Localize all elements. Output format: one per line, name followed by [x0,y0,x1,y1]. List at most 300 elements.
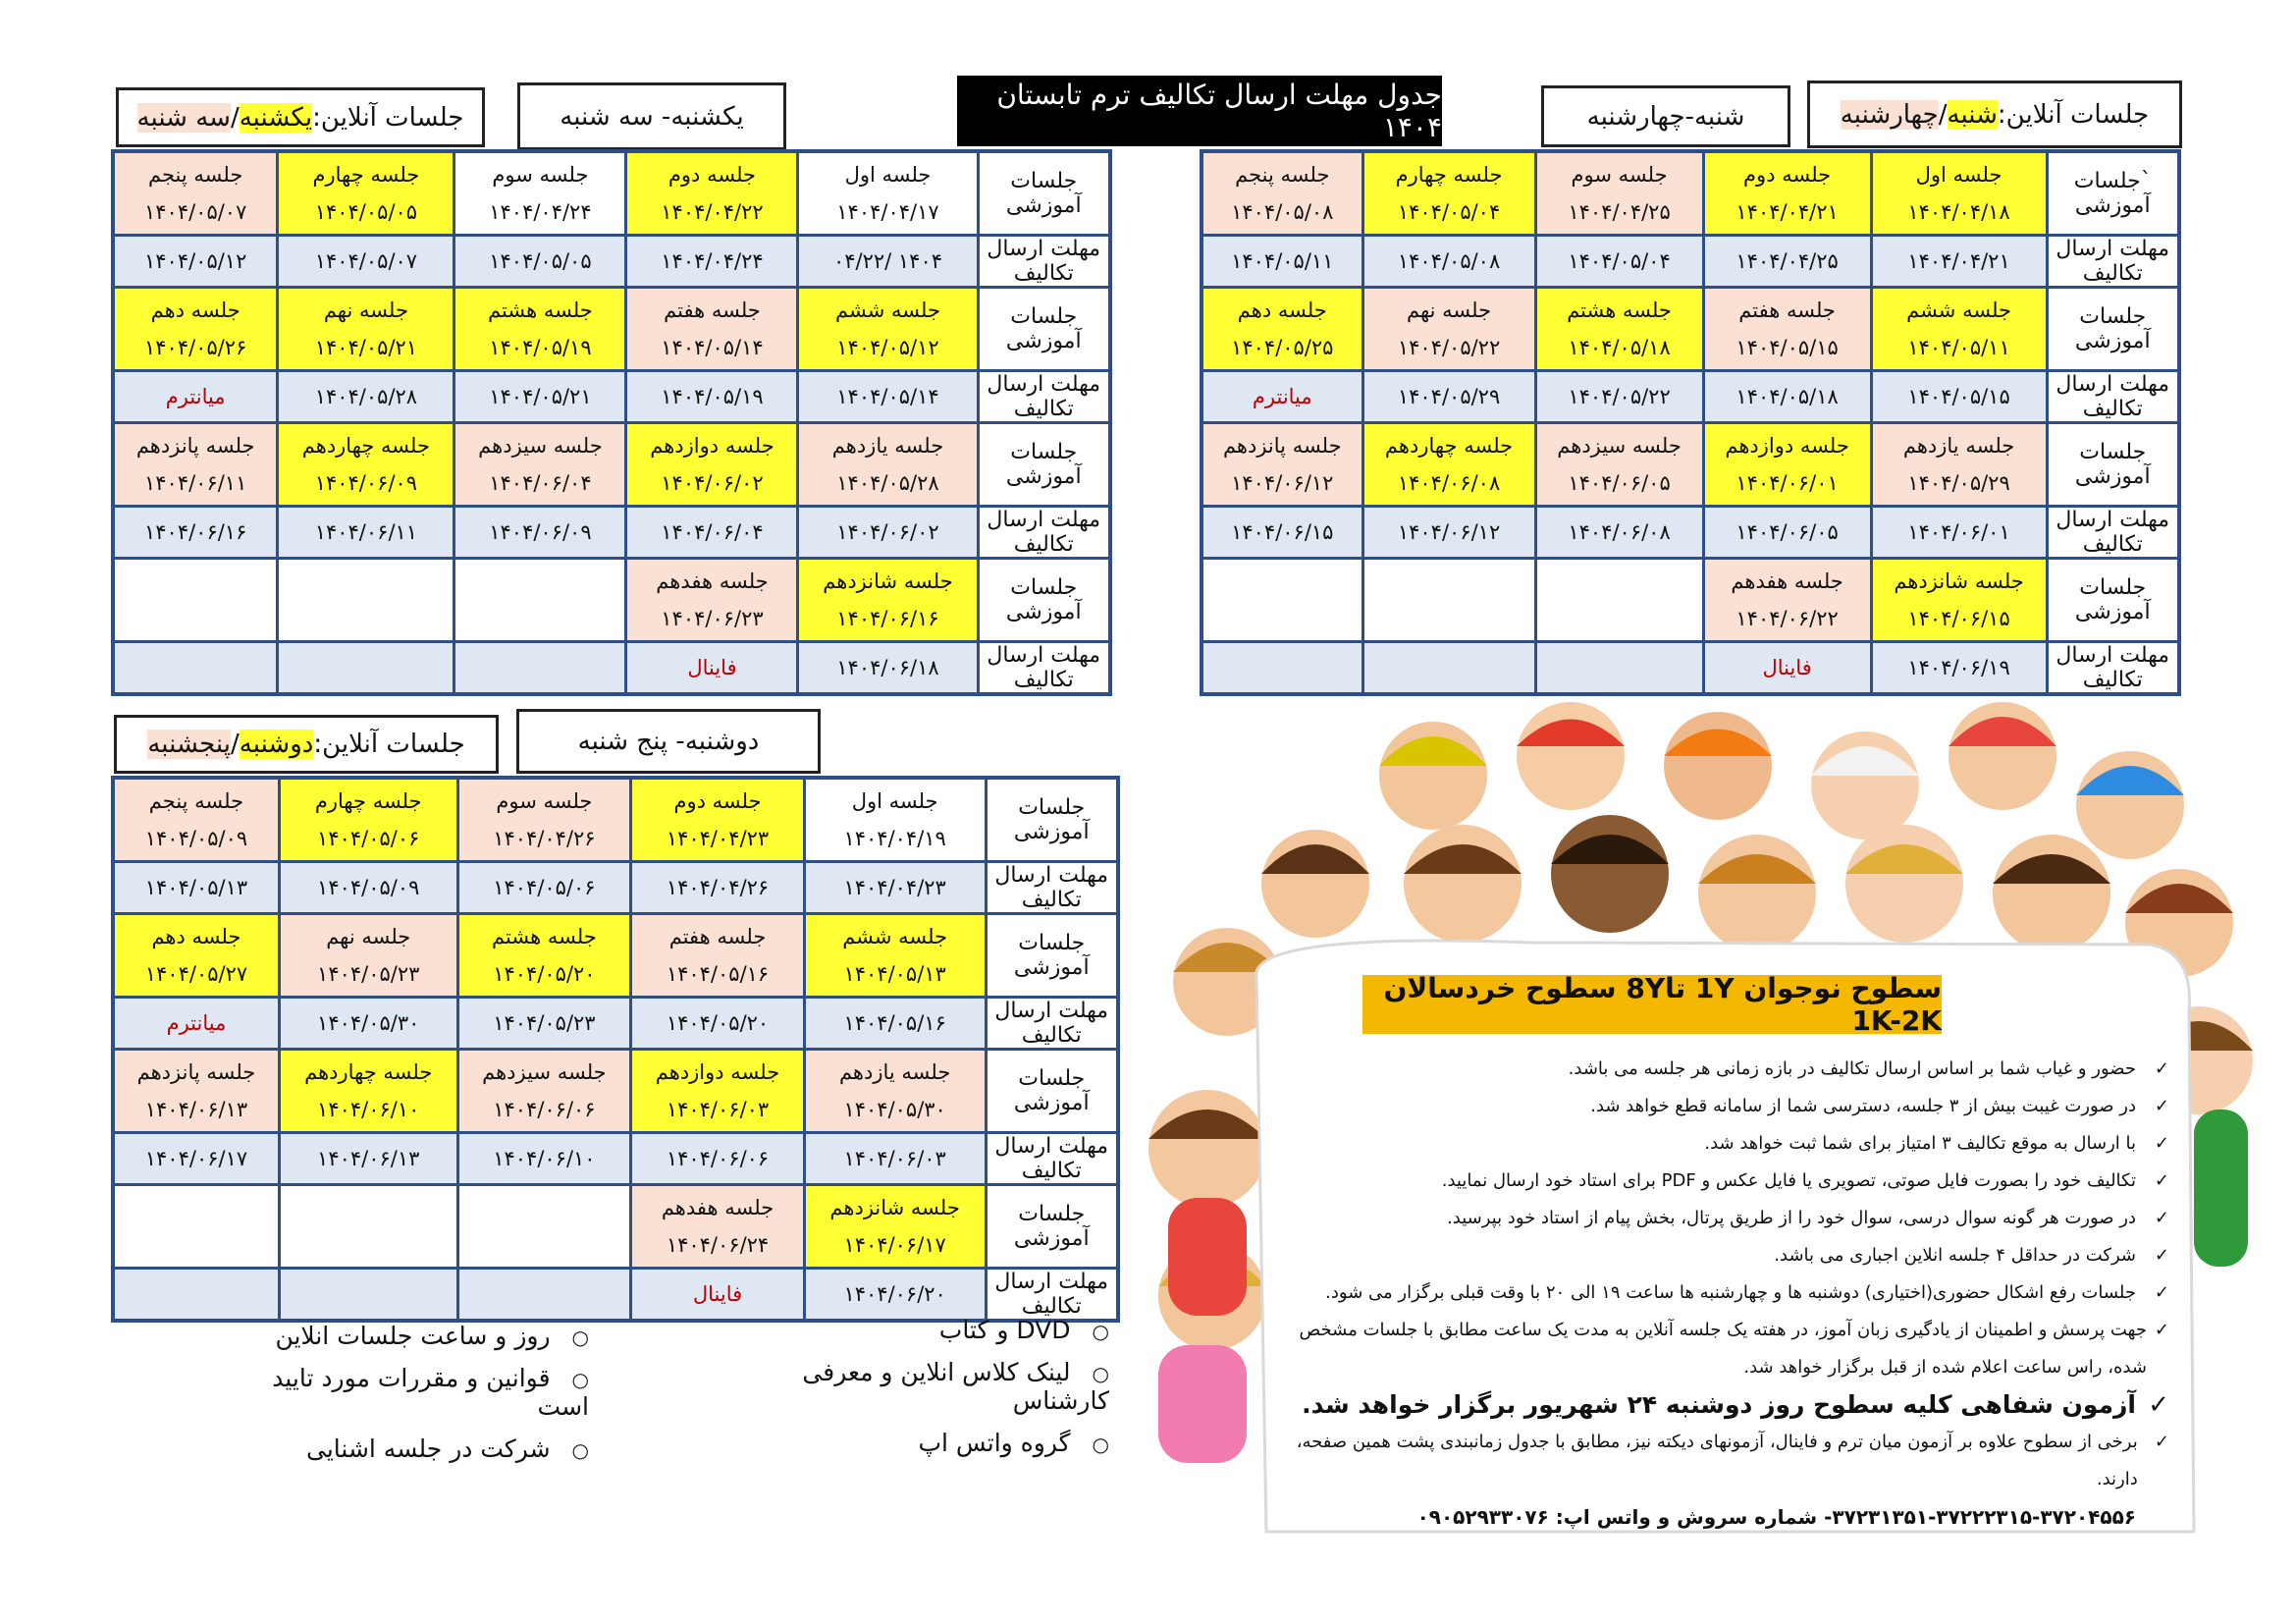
row-label: جلسات آموزشی [978,422,1110,506]
deadline-row [113,506,1110,558]
row-label: مهلت ارسال تکالیف [2047,506,2179,558]
online-sep: / [230,102,240,133]
deadline-cell: ۱۴۰۴/۰۵/۰۸ [1362,235,1535,287]
session-row [113,151,1110,235]
session-cell [113,913,279,997]
deadline-cell: ۱۴۰۴/۰۵/۱۱ [1201,235,1362,287]
rule-text: در صورت هر گونه سوال درسی، سوال خود را از طریق پرتال، بخش پیام از استاد خود بپرسید. [1447,1208,2136,1228]
deadline-cell: ۱۴۰۴/۰۶/۱۹ [1871,641,2047,694]
bullet-item: ○ گروه واتس اپ [707,1429,1109,1457]
session-cell [454,422,626,506]
deadline-cell: ۱۴۰۴/۰۴/۲۳ [804,861,986,913]
deadline-cell: ۱۴۰۴ /۰۴/۲۲ [798,235,978,287]
session-name: جلسه سوم [492,162,589,187]
deadline-row [113,235,1110,287]
session-name: جلسه چهاردهم [1384,433,1514,458]
session-name: جلسه پانزدهم [136,1059,256,1084]
check-icon: ✓ [2154,1245,2169,1266]
row-label: جلسات آموزشی [986,1049,1118,1132]
session-name: جلسه دوم [667,162,757,187]
deadline-row [113,861,1118,913]
row-label: جلسات آموزشی [2047,422,2179,506]
session-date: ۱۴۰۴/۰۵/۲۹ [1907,470,2010,495]
session-name: جلسه شانزدهم [1894,568,2024,593]
session-cell [798,287,978,370]
deadline-cell: ۱۴۰۴/۰۶/۰۲ [798,506,978,558]
deadline-cell: ۱۴۰۴/۰۶/۱۲ [1362,506,1535,558]
session-cell [113,287,278,370]
session-cell [1703,287,1871,370]
rule-item [1296,1200,2169,1237]
empty-cell [113,558,278,641]
session-cell [1201,151,1362,235]
online-prefix: جلسات آنلاین: [1997,99,2150,130]
session-date: ۱۴۰۴/۰۶/۰۱ [1735,470,1839,495]
row-label: مهلت ارسال تکالیف [978,370,1110,422]
session-date: ۱۴۰۴/۰۶/۲۲ [1735,606,1839,630]
session-name: جلسه یازدهم [838,1059,951,1084]
deadline-cell: ۱۴۰۴/۰۴/۲۴ [626,235,798,287]
session-cell [278,287,454,370]
session-row [113,913,1118,997]
session-date: ۱۴۰۴/۰۴/۲۵ [1568,199,1671,224]
deadline-cell: ۱۴۰۴/۰۵/۱۴ [798,370,978,422]
session-name: جلسه چهاردهم [304,1059,433,1084]
row-label: مهلت ارسال تکالیف [978,506,1110,558]
rule-text: حضور و غیاب شما بر اساس ارسال تکالیف در بازه زمانی هر جلسه می باشد. [1568,1058,2136,1079]
session-date: ۱۴۰۴/۰۵/۱۹ [489,335,592,359]
session-date: ۱۴۰۴/۰۵/۱۱ [1907,335,2010,359]
session-cell [279,778,457,861]
session-date: ۱۴۰۴/۰۶/۱۶ [836,606,939,630]
deadline-cell: ۱۴۰۴/۰۵/۲۸ [278,370,454,422]
deadline-cell: ۱۴۰۴/۰۵/۰۴ [1535,235,1703,287]
session-cell [1362,287,1535,370]
session-cell [1871,558,2047,641]
row-label: مهلت ارسال تکالیف [2047,235,2179,287]
bullet-item: ○ DVD و کتاب [707,1316,1109,1344]
deadline-cell: فاینال [1703,641,1871,694]
deadline-row [113,370,1110,422]
rule-text: شرکت در حداقل ۴ جلسه انلاین اجباری می باشد. [1774,1245,2136,1266]
online-day2: پنجشنبه [147,730,232,759]
session-cell [804,1049,986,1132]
session-date: ۱۴۰۴/۰۵/۰۹ [144,826,248,850]
deadline-cell [1362,641,1535,694]
session-name: جلسه چهاردهم [301,433,430,458]
rule-item [1296,1125,2169,1163]
session-date: ۱۴۰۴/۰۶/۲۴ [666,1232,770,1257]
session-name: جلسه هشتم [492,924,597,948]
row-label: جلسات آموزشی [2047,287,2179,370]
schedule-table-3 [111,776,1120,1323]
deadline-cell: ۱۴۰۴/۰۶/۰۱ [1871,506,2047,558]
session-row [113,1184,1118,1268]
empty-cell [1362,558,1535,641]
row-label: مهلت ارسال تکالیف [986,997,1118,1049]
session-date: ۱۴۰۴/۰۵/۰۶ [317,826,420,850]
rule-item [1296,1274,2169,1312]
session-cell [1362,422,1535,506]
deadline-row [1201,370,2179,422]
deadline-cell: ۱۴۰۴/۰۵/۳۰ [279,997,457,1049]
session-name: جلسه هفدهم [661,1195,774,1219]
session-name: جلسه ششم [842,924,948,948]
session-cell [457,1049,631,1132]
session-name: جلسه یازدهم [831,433,944,458]
check-icon: ✓ [2154,1208,2169,1228]
session-cell [626,287,798,370]
row-label: مهلت ارسال تکالیف [978,641,1110,694]
row-label: مهلت ارسال تکالیف [2047,370,2179,422]
session-cell [1703,422,1871,506]
online-sep: / [231,730,240,759]
deadline-cell: ۱۴۰۴/۰۵/۱۲ [113,235,278,287]
deadline-row [1201,641,2179,694]
session-name: جلسه هفتم [668,924,767,948]
bullets-list-1 [707,1316,1109,1471]
session-date: ۱۴۰۴/۰۵/۲۶ [143,335,247,359]
bullet-item: ○ لینک کلاس انلاین و معرفی کارشناس [707,1358,1109,1415]
session-row [1201,422,2179,506]
session-cell [1871,151,2047,235]
deadline-cell: میانترم [1201,370,1362,422]
session-name: جلسه دوازدهم [655,1059,780,1084]
session-date: ۱۴۰۴/۰۵/۳۰ [843,1097,946,1121]
online-days-box-2 [1807,81,2182,148]
rule-item [1296,1424,2169,1498]
session-cell [798,558,978,641]
check-icon: ✓ [2154,1058,2169,1079]
session-cell [1362,151,1535,235]
session-cell [631,778,805,861]
online-day1: یکشنبه [239,102,313,133]
session-name: جلسه دوازدهم [650,433,774,458]
session-date: ۱۴۰۴/۰۵/۲۳ [317,961,420,986]
online-day1: دوشنبه [239,730,314,759]
deadline-cell: ۱۴۰۴/۰۶/۱۳ [279,1132,457,1184]
row-label: مهلت ارسال تکالیف [986,1268,1118,1321]
schedule-table-1 [111,149,1112,696]
bullet-item: ○ شرکت در جلسه اشنایی [216,1435,589,1463]
session-name: جلسه هشتم [1567,298,1672,322]
session-name: جلسه هشتم [488,298,593,322]
session-date: ۱۴۰۴/۰۴/۲۱ [1735,199,1839,224]
row-label: جلسات آموزشی [2047,558,2179,641]
deadline-cell: ۱۴۰۴/۰۵/۰۵ [454,235,626,287]
empty-cell [1535,558,1703,641]
online-prefix: جلسات آنلاین: [313,730,465,759]
deadline-cell: ۱۴۰۴/۰۶/۰۳ [804,1132,986,1184]
session-row [113,1049,1118,1132]
rule-item [1296,1237,2169,1274]
row-label: جلسات آموزشی [986,913,1118,997]
session-date: ۱۴۰۴/۰۵/۱۸ [1568,335,1671,359]
deadline-cell: میانترم [113,997,279,1049]
session-date: ۱۴۰۴/۰۴/۲۴ [489,199,592,224]
session-date: ۱۴۰۴/۰۵/۲۷ [144,961,248,986]
deadline-row [113,1132,1118,1184]
levels-banner [1362,972,1942,1037]
deadline-cell: ۱۴۰۴/۰۶/۰۴ [626,506,798,558]
session-cell [626,558,798,641]
deadline-cell: ۱۴۰۴/۰۵/۲۳ [457,997,631,1049]
session-row [113,558,1110,641]
row-label: مهلت ارسال تکالیف [986,1132,1118,1184]
deadline-cell: ۱۴۰۴/۰۵/۱۳ [113,861,279,913]
session-cell [113,422,278,506]
session-date: ۱۴۰۴/۰۵/۰۷ [143,199,247,224]
session-cell [278,422,454,506]
deadline-cell: ۱۴۰۴/۰۵/۰۶ [457,861,631,913]
check-icon: ✓ [2154,1320,2169,1340]
session-cell [1535,287,1703,370]
deadline-cell: ۱۴۰۴/۰۶/۱۸ [798,641,978,694]
session-name: جلسه دوازدهم [1725,433,1849,458]
session-name: جلسه سیزدهم [1557,433,1682,458]
days-box-2 [1541,85,1790,147]
deadline-cell: فاینال [626,641,798,694]
check-icon: ✓ [2154,1133,2169,1154]
row-label: `جلسات آموزشی [2047,151,2179,235]
deadline-cell [113,641,278,694]
session-name: جلسه هفتم [1738,298,1836,322]
rule-text: جلسات رفع اشکال حضوری(اختیاری) دوشنبه ها و چهارشنبه ها ساعت ۱۹ الی ۲۰ با وقت قبلی برگزار می شود. [1325,1282,2136,1303]
deadline-cell: ۱۴۰۴/۰۴/۲۱ [1871,235,2047,287]
session-name: جلسه اول [844,162,932,187]
rule-text: تکالیف خود را بصورت فایل صوتی، تصویری یا فایل عکس و PDF برای استاد خود ارسال نمایید. [1441,1170,2136,1191]
session-cell [1703,558,1871,641]
session-cell [631,913,805,997]
deadline-cell: ۱۴۰۴/۰۶/۱۷ [113,1132,279,1184]
check-icon: ✓ [2154,1432,2169,1452]
session-row [1201,151,2179,235]
session-name: جلسه هفدهم [656,568,769,593]
row-label: مهلت ارسال تکالیف [978,235,1110,287]
rule-text: جهت پرسش و اطمینان از یادگیری زبان آموز، در هفته یک جلسه آنلاین به مدت یک ساعت مطابق با جلسات مشخص شده، راس ساعت اعلام شده از قبل برگزار خواهد شد. [1299,1320,2147,1378]
session-name: جلسه دوم [673,788,762,813]
session-date: ۱۴۰۴/۰۴/۲۶ [493,826,596,850]
session-date: ۱۴۰۴/۰۵/۱۴ [661,335,764,359]
title-text: جدول مهلت ارسال تکالیف ترم تابستان ۱۴۰۴ [996,79,1442,143]
online-day1: شنبه [1947,99,1998,130]
session-cell [278,151,454,235]
deadline-cell: ۱۴۰۴/۰۴/۲۵ [1703,235,1871,287]
session-cell [804,778,986,861]
rule-text: با ارسال به موقع تکالیف ۳ امتیاز برای شما ثبت خواهد شد. [1704,1133,2136,1154]
deadline-cell: ۱۴۰۴/۰۶/۰۶ [631,1132,805,1184]
check-icon: ✓ [2148,1390,2169,1420]
session-date: ۱۴۰۴/۰۵/۱۳ [843,961,946,986]
days-text: یکشنبه- سه شنبه [560,101,744,132]
bullet-item: ○ روز و ساعت جلسات انلاین [216,1322,589,1350]
session-name: جلسه دهم [1237,298,1327,322]
online-days-box-3 [114,715,499,774]
online-prefix: جلسات آنلاین: [312,102,464,133]
session-date: ۱۴۰۴/۰۵/۰۴ [1397,199,1501,224]
session-name: جلسه سوم [496,788,593,813]
rule-item [1296,1312,2169,1386]
row-label: جلسات آموزشی [978,558,1110,641]
check-icon: ✓ [2154,1170,2169,1191]
session-row [113,778,1118,861]
deadline-cell: ۱۴۰۴/۰۵/۲۱ [454,370,626,422]
session-cell [279,913,457,997]
days-box-1 [517,82,786,150]
deadline-cell [279,1268,457,1321]
session-name: جلسه یازدهم [1902,433,2015,458]
exam-note [1296,1386,2169,1424]
deadline-cell: فاینال [631,1268,805,1321]
rule-item [1296,1051,2169,1088]
session-row [113,287,1110,370]
session-name: جلسه پانزدهم [1222,433,1342,458]
session-date: ۱۴۰۴/۰۵/۰۵ [314,199,418,224]
session-date: ۱۴۰۴/۰۵/۲۰ [493,961,596,986]
session-date: ۱۴۰۴/۰۴/۱۸ [1907,199,2010,224]
session-name: جلسه سیزدهم [478,433,603,458]
session-date: ۱۴۰۴/۰۶/۱۱ [143,470,247,495]
deadline-cell [278,641,454,694]
session-date: ۱۴۰۴/۰۴/۲۳ [666,826,770,850]
deadline-cell: ۱۴۰۴/۰۶/۱۰ [457,1132,631,1184]
session-row [1201,558,2179,641]
session-cell [631,1049,805,1132]
session-name: جلسه چهارم [312,162,420,187]
row-label: جلسات آموزشی [986,778,1118,861]
session-date: ۱۴۰۴/۰۴/۱۹ [843,826,946,850]
online-days-box-1 [116,87,485,147]
rule-text: برخی از سطوح علاوه بر آزمون میان ترم و فاینال، آزمونهای دیکته نیز، مطابق با جدول زمانبندی پشت همین صفحه، دارند. [1296,1432,2138,1489]
session-name: جلسه ششم [1906,298,2012,322]
session-date: ۱۴۰۴/۰۵/۲۱ [314,335,418,359]
session-cell [113,1049,279,1132]
deadline-row [113,1268,1118,1321]
session-date: ۱۴۰۴/۰۶/۰۵ [1568,470,1671,495]
session-date: ۱۴۰۴/۰۴/۲۲ [661,199,764,224]
days-text: شنبه-چهارشنبه [1586,101,1745,132]
session-name: جلسه هفدهم [1731,568,1843,593]
deadline-cell: ۱۴۰۴/۰۵/۱۶ [804,997,986,1049]
session-date: ۱۴۰۴/۰۶/۱۵ [1907,606,2010,630]
session-date: ۱۴۰۴/۰۶/۰۳ [666,1097,770,1121]
contact-text: ۳۷۲۳۱۳۵۱-۳۷۲۲۲۳۱۵-۳۷۲۰۴۵۵۶- شماره سروش و واتس اپ: ۰۹۰۵۲۹۳۳۰۷۶ [1416,1505,2136,1529]
deadline-row [113,997,1118,1049]
session-name: جلسه چهارم [1395,162,1503,187]
deadline-cell: ۱۴۰۴/۰۵/۰۹ [279,861,457,913]
session-date: ۱۴۰۴/۰۶/۰۹ [314,470,418,495]
empty-cell [454,558,626,641]
session-name: جلسه هفتم [664,298,761,322]
empty-cell [1201,558,1362,641]
deadline-cell: ۱۴۰۴/۰۴/۲۶ [631,861,805,913]
session-date: ۱۴۰۴/۰۵/۲۵ [1231,335,1334,359]
deadline-cell [457,1268,631,1321]
deadline-cell: ۱۴۰۴/۰۵/۲۹ [1362,370,1535,422]
session-cell [457,778,631,861]
session-name: جلسه نهم [323,298,408,322]
session-date: ۱۴۰۴/۰۶/۰۶ [493,1097,596,1121]
online-sep: / [1938,99,1948,130]
session-cell [113,151,278,235]
session-date: ۱۴۰۴/۰۴/۱۷ [836,199,939,224]
deadline-cell: ۱۴۰۴/۰۶/۱۶ [113,506,278,558]
session-cell [631,1184,805,1268]
session-name: جلسه سیزدهم [482,1059,607,1084]
session-cell [626,151,798,235]
session-date: ۱۴۰۴/۰۶/۱۷ [843,1232,946,1257]
online-day2: سه شنبه [136,102,231,133]
session-name: جلسه ششم [835,298,940,322]
check-icon: ✓ [2154,1282,2169,1303]
session-date: ۱۴۰۴/۰۵/۱۶ [666,961,770,986]
session-date: ۱۴۰۴/۰۵/۲۸ [836,470,939,495]
empty-cell [457,1184,631,1268]
session-cell [113,778,279,861]
session-cell [1871,287,2047,370]
session-date: ۱۴۰۴/۰۶/۱۳ [144,1097,248,1121]
session-cell [798,151,978,235]
session-date: ۱۴۰۴/۰۶/۰۸ [1397,470,1501,495]
session-cell [1871,422,2047,506]
deadline-cell [113,1268,279,1321]
deadline-row [113,641,1110,694]
deadline-cell: ۱۴۰۴/۰۵/۲۲ [1535,370,1703,422]
session-cell [279,1049,457,1132]
online-day2: چهارشنبه [1840,99,1939,130]
session-date: ۱۴۰۴/۰۶/۱۰ [317,1097,420,1121]
session-cell [457,913,631,997]
session-row [1201,287,2179,370]
check-icon: ✓ [2154,1096,2169,1116]
session-name: جلسه پنجم [148,162,243,187]
row-label: جلسات آموزشی [986,1184,1118,1268]
schedule-table-2 [1200,149,2181,696]
bullet-item: ○ قوانین و مقررات مورد تایید است [216,1364,589,1421]
session-name: جلسه نهم [1406,298,1492,322]
row-label: جلسات آموزشی [978,287,1110,370]
session-cell [454,287,626,370]
session-cell [804,1184,986,1268]
rules-panel [1296,1051,2169,1536]
deadline-cell [1201,641,1362,694]
session-name: جلسه اول [1915,162,2002,187]
session-date: ۱۴۰۴/۰۶/۰۲ [661,470,764,495]
session-cell [626,422,798,506]
deadline-cell: ۱۴۰۴/۰۵/۱۹ [626,370,798,422]
exam-note-text: آزمون شفاهی کلیه سطوح روز دوشنبه ۲۴ شهریور برگزار خواهد شد. [1302,1390,2136,1419]
deadline-cell [454,641,626,694]
session-cell [1535,422,1703,506]
days-box-3 [516,709,821,774]
deadline-cell: میانترم [113,370,278,422]
deadline-row [1201,235,2179,287]
deadline-cell: ۱۴۰۴/۰۶/۲۰ [804,1268,986,1321]
session-name: جلسه دهم [150,298,240,322]
session-name: جلسه شانزدهم [829,1195,960,1219]
deadline-cell: ۱۴۰۴/۰۵/۲۰ [631,997,805,1049]
session-name: جلسه سوم [1571,162,1668,187]
contact-line [1296,1498,2169,1536]
deadline-cell: ۱۴۰۴/۰۵/۱۸ [1703,370,1871,422]
session-date: ۱۴۰۴/۰۶/۱۲ [1231,470,1334,495]
session-cell [454,151,626,235]
empty-cell [113,1184,279,1268]
session-name: جلسه چهارم [314,788,422,813]
levels-banner-text: سطوح نوجوان 1Y تا8Y سطوح خردسالان 1K-2K [1383,972,1942,1037]
row-label: مهلت ارسال تکالیف [2047,641,2179,694]
bullets-list-2 [216,1322,589,1477]
